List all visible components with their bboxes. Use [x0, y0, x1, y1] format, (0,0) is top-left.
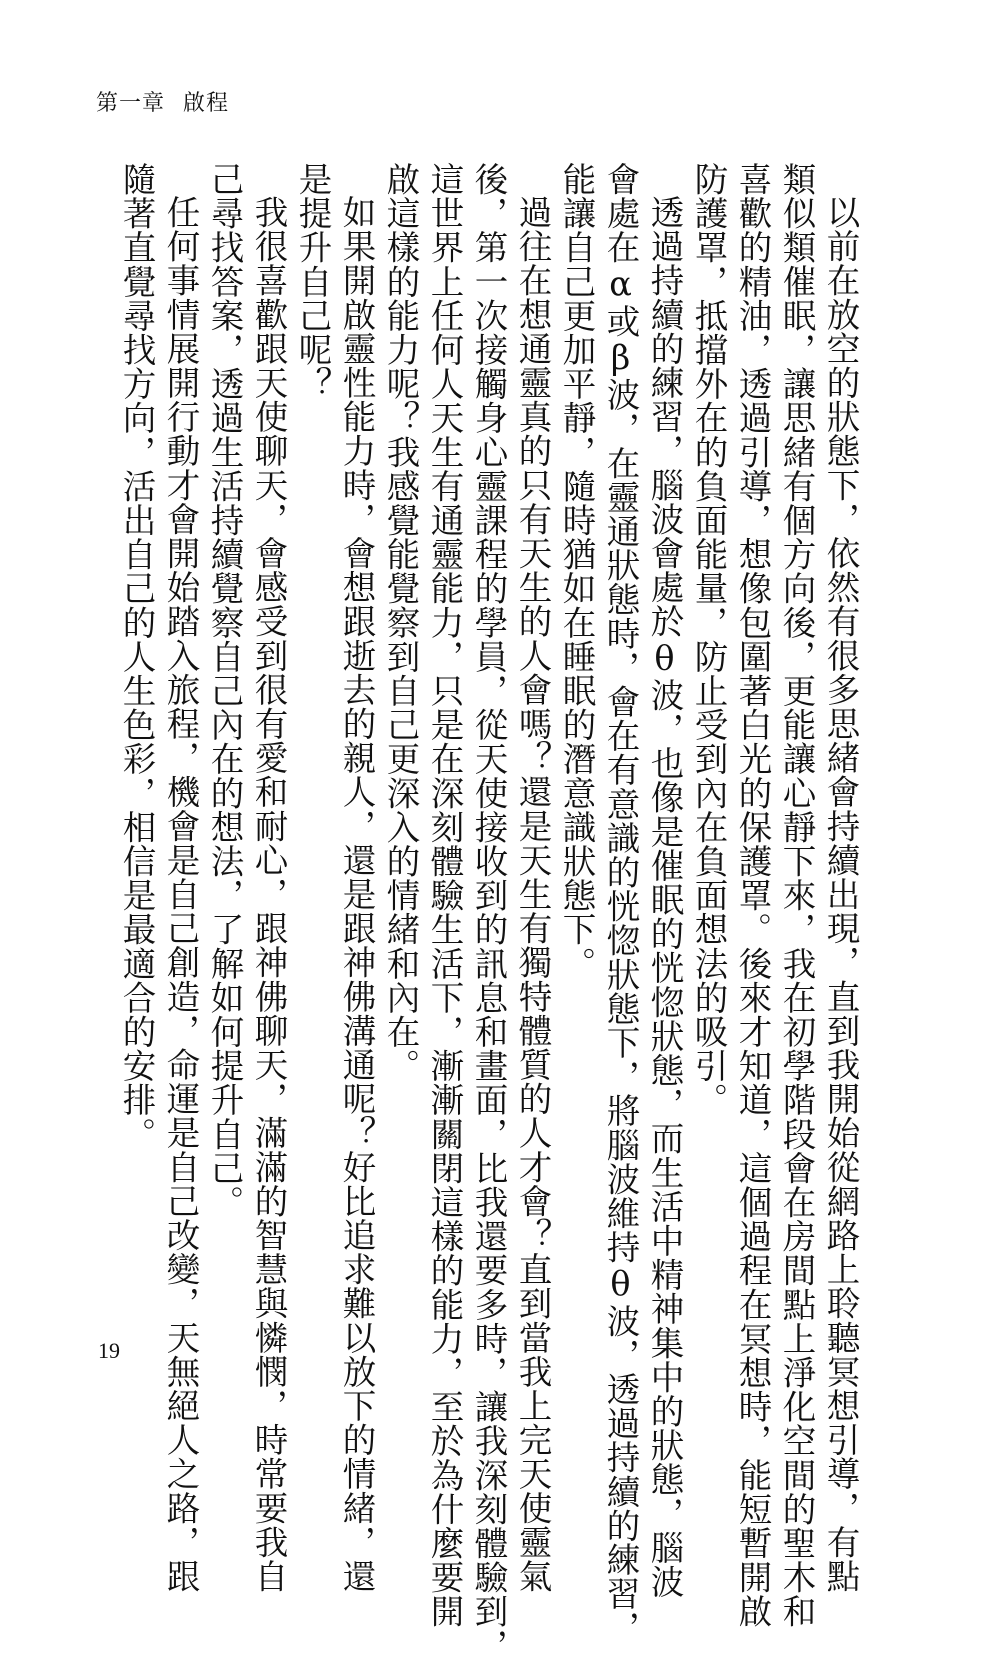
text-column-7: 能讓自己更加平靜，隨時猶如在睡眠的潛意識狀態下。	[557, 162, 596, 981]
text-column-3: 喜歡的精油，透過引導，想像包圍著白光的保護罩。後來才知道，這個過程在冥想時，能短暫開啟	[733, 162, 772, 1629]
text-column-11: 啟這樣的能力呢？我感覺能覺察到自己更深入的情緒和內在。	[381, 162, 420, 1083]
text-column-6: 會處在α或β波，在靈通狀態時，會在有意識的恍惚狀態下，將腦波維持θ波，透過持續的練習，	[601, 162, 640, 1645]
text-column-1: 以前在放空的狀態下，依然有很多思緒會持續出現，直到我開始從網路上聆聽冥想引導，有點	[821, 195, 860, 1594]
text-column-4: 防護罩，抵擋外在的負面能量，防止受到內在負面想法的吸引。	[689, 162, 728, 1117]
text-column-15: 己尋找答案，透過生活持續覺察自己內在的想法，了解如何提升自己。	[205, 162, 244, 1220]
chapter-title: 啟程	[183, 91, 230, 116]
chapter-label: 第一章	[96, 91, 166, 116]
text-column-2: 類似類催眠，讓思緒有個方向後，更能讓心靜下來，我在初學階段會在房間點上淨化空間的聖木和	[777, 162, 816, 1629]
text-column-5: 透過持續的練習，腦波會處於θ波，也像是催眠的恍惚狀態，而生活中精神集中的狀態，腦波	[645, 195, 684, 1599]
text-column-17: 隨著直覺尋找方向，活出自己的人生色彩，相信是最適合的安排。	[117, 162, 156, 1151]
text-column-12: 如果開啟靈性能力時，會想跟逝去的親人，還是跟神佛溝通呢？好比追求難以放下的情緒，還	[337, 195, 376, 1594]
text-column-9: 後，第一次接觸身心靈課程的學員，從天使接收到的訊息和畫面，比我還要多時，讓我深刻體驗到，	[469, 162, 508, 1662]
page-number: 19	[98, 1338, 120, 1363]
running-header	[96, 86, 229, 117]
text-column-16: 任何事情展開行動才會開始踏入旅程，機會是自己創造，命運是自己改變，天無絕人之路，跟	[161, 195, 200, 1594]
text-column-8: 過往在想通靈真的只有天生的人會嗎？還是天生有獨特體質的人才會？直到當我上完天使靈氣	[513, 195, 552, 1594]
text-column-14: 我很喜歡跟天使聊天，會感受到很有愛和耐心，跟神佛聊天，滿滿的智慧與憐憫，時常要我自	[249, 195, 288, 1594]
text-column-10: 這世界上任何人天生有通靈能力，只是在深刻體驗生活下，漸漸關閉這樣的能力，至於為什麼要開	[425, 162, 464, 1629]
text-column-13: 是提升自己呢？	[293, 162, 332, 401]
